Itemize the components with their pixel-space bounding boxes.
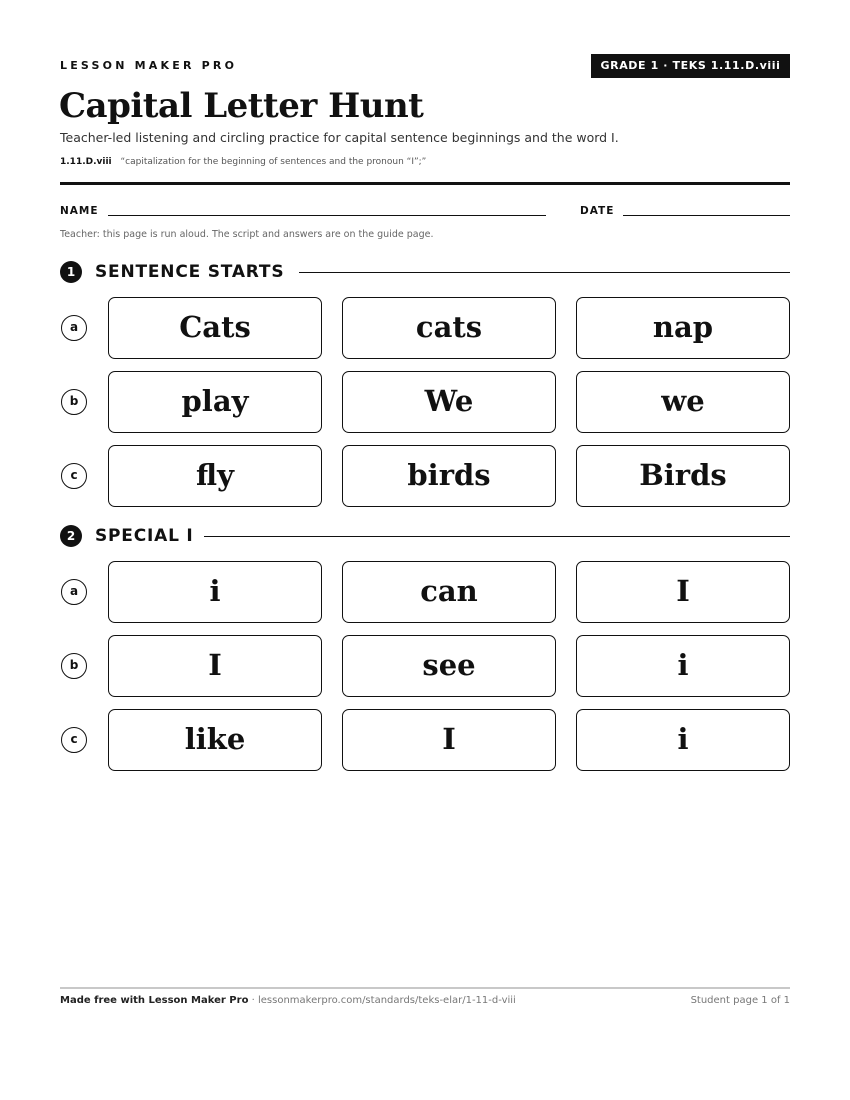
exercise-row xyxy=(60,297,790,359)
word-box[interactable]: fly xyxy=(108,445,322,507)
teacher-note: Teacher: this page is run aloud. The script and answers are on the guide page. xyxy=(60,229,434,240)
word-box[interactable]: cats xyxy=(342,297,556,359)
section-title: SENTENCE STARTS xyxy=(95,262,285,282)
word-box[interactable]: play xyxy=(108,371,322,433)
section-divider xyxy=(204,536,790,537)
word-box[interactable]: nap xyxy=(576,297,790,359)
footer-divider xyxy=(60,987,790,989)
row-letter: c xyxy=(61,727,87,753)
footer-url[interactable]: · lessonmakerpro.com/standards/teks-elar/1-11-d-viii xyxy=(248,995,516,1006)
word-box[interactable]: see xyxy=(342,635,556,697)
standard-line xyxy=(60,157,426,167)
word-box[interactable]: Birds xyxy=(576,445,790,507)
brand-name: LESSON MAKER PRO xyxy=(60,59,238,72)
word-box[interactable]: like xyxy=(108,709,322,771)
row-letter: c xyxy=(61,463,87,489)
footer-credit xyxy=(60,995,516,1006)
row-letter: b xyxy=(61,389,87,415)
row-letter: a xyxy=(61,315,87,341)
word-box[interactable]: I xyxy=(576,561,790,623)
footer-made-with: Made free with Lesson Maker Pro xyxy=(60,995,249,1006)
page-title: Capital Letter Hunt xyxy=(59,86,424,126)
word-box[interactable]: Cats xyxy=(108,297,322,359)
name-label: NAME xyxy=(60,205,99,217)
exercise-row xyxy=(60,371,790,433)
section-1-header xyxy=(60,260,790,284)
section-title: SPECIAL I xyxy=(95,526,194,546)
word-box[interactable]: We xyxy=(342,371,556,433)
row-letter: b xyxy=(61,653,87,679)
footer-page-label: Student page 1 of 1 xyxy=(690,995,790,1006)
word-box[interactable]: i xyxy=(576,635,790,697)
word-box[interactable]: i xyxy=(108,561,322,623)
word-box[interactable]: birds xyxy=(342,445,556,507)
page-subtitle: Teacher-led listening and circling practice for capital sentence beginnings and the word I. xyxy=(60,130,619,145)
exercise-row xyxy=(60,635,790,697)
date-field[interactable] xyxy=(623,215,790,216)
section-divider xyxy=(299,272,790,273)
section-number: 2 xyxy=(60,525,82,547)
section-number: 1 xyxy=(60,261,82,283)
standard-code: 1.11.D.viii xyxy=(60,157,112,167)
header-divider xyxy=(60,182,790,185)
date-label: DATE xyxy=(580,205,615,217)
exercise-row xyxy=(60,445,790,507)
exercise-row xyxy=(60,561,790,623)
word-box[interactable]: can xyxy=(342,561,556,623)
row-letter: a xyxy=(61,579,87,605)
word-box[interactable]: I xyxy=(108,635,322,697)
word-box[interactable]: i xyxy=(576,709,790,771)
word-box[interactable]: I xyxy=(342,709,556,771)
standard-text: “capitalization for the beginning of sentences and the pronoun “I”;” xyxy=(120,157,427,167)
exercise-row xyxy=(60,709,790,771)
section-2-header xyxy=(60,524,790,548)
name-field[interactable] xyxy=(108,215,546,216)
grade-badge: GRADE 1 · TEKS 1.11.D.viii xyxy=(591,54,790,78)
word-box[interactable]: we xyxy=(576,371,790,433)
